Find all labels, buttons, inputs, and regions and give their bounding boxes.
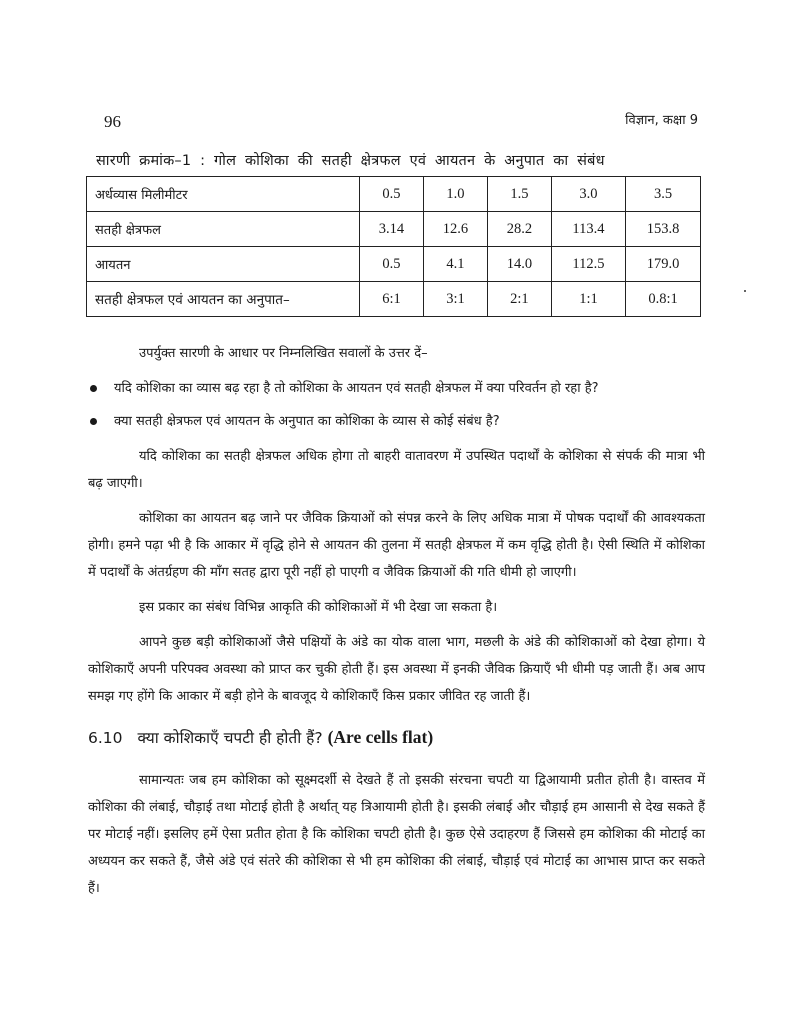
table-cell: 3.5 [626,177,701,212]
table-cell: 1.0 [423,177,487,212]
question-text: यदि कोशिका का व्यास बढ़ रहा है तो कोशिका के आयतन एवं सतही क्षेत्रफल में क्या परिवर्तन हो रहा है? [114,381,599,396]
table-cell: 1:1 [551,282,625,317]
row-label: सतही क्षेत्रफल [87,212,360,247]
table-cell: 14.0 [487,247,551,282]
row-label: आयतन [87,247,360,282]
table-row [87,177,701,212]
body-text [88,340,705,910]
list-item [88,375,705,402]
table-cell: 0.8:1 [626,282,701,317]
table-cell: 3.14 [360,212,424,247]
table-cell: 153.8 [626,212,701,247]
table-cell: 12.6 [423,212,487,247]
table-cell: 28.2 [487,212,551,247]
page-number: 96 [104,112,121,131]
table-cell: 179.0 [626,247,701,282]
table-row [87,282,701,317]
row-label: अर्धव्यास मिलीमीटर [87,177,360,212]
running-head: विज्ञान, कक्षा 9 [625,113,698,128]
bullet-icon [90,418,97,425]
list-item [88,408,705,435]
table-cell: 112.5 [551,247,625,282]
table-cell: 3:1 [423,282,487,317]
section-heading [88,726,705,749]
paragraph: यदि कोशिका का सतही क्षेत्रफल अधिक होगा तो बाहरी वातावरण में उपस्थित पदार्थों के कोशिका से संपर्क की मात्रा भी बढ़ जाएगी। [88,449,705,491]
table-cell: 2:1 [487,282,551,317]
table-row [87,247,701,282]
question-list [88,375,705,435]
paragraph: इस प्रकार का संबंध विभिन्न आकृति की कोशिकाओं में भी देखा जा सकता है। [139,600,498,615]
paragraph: कोशिका का आयतन बढ़ जाने पर जैविक क्रियाओं को संपन्न करने के लिए अधिक मात्रा में पोषक पदार्थों की आवश्यकता होगी। हमने पढ़ा भी है कि आकार में वृद्धि होने से आयतन की तुलना में सतही क्षेत्रफल में कम वृद्धि होती है। ऐसी स्थिति में कोशिका में पदार्थों के अंतर्ग्रहण की माँग सतह द्वारा पूरी नहीं हो पाएगी व जैविक क्रियाओं की गति धीमी हो जाएगी। [88,511,705,580]
table-cell: 4.1 [423,247,487,282]
section-title-english: (Are cells flat) [327,727,434,747]
paragraph: आपने कुछ बड़ी कोशिकाओं जैसे पक्षियों के अंडे का योक वाला भाग, मछली के अंडे की कोशिकाओं को देखा होगा। ये कोशिकाएँ अपनी परिपक्व अवस्था को प्राप्त कर चुकी होती हैं। इस अवस्था में इनकी जैविक क्रियाएँ भी धीमी पड़ जाती हैं। अब आप समझ गए होंगे कि आकार में बड़ी होने के बावजूद ये कोशिकाएँ किस प्रकार जीवित रह जाती हैं। [88,635,705,704]
row-label: सतही क्षेत्रफल एवं आयतन का अनुपात– [87,282,360,317]
question-text: क्या सतही क्षेत्रफल एवं आयतन के अनुपात का कोशिका के व्यास से कोई संबंध है? [114,414,500,429]
table-cell: 1.5 [487,177,551,212]
bullet-icon [90,385,97,392]
table-caption: सारणी क्रमांक–1 : गोल कोशिका की सतही क्षेत्रफल एवं आयतन के अनुपात का संबंध [96,153,605,169]
stray-dot-mark [744,290,746,292]
table-cell: 0.5 [360,177,424,212]
section-paragraph: सामान्यतः जब हम कोशिका को सूक्ष्मदर्शी से देखते हैं तो इसकी संरचना चपटी या द्विआयामी प्रतीत होती है। वास्तव में कोशिका की लंबाई, चौड़ाई तथा मोटाई होती है अर्थात् यह त्रिआयामी होती है। इसकी लंबाई और चौड़ाई हम आसानी से देख सकते हैं पर मोटाई नहीं। इसलिए हमें ऐसा प्रतीत होता है कि कोशिका चपटी होती है। कुछ ऐसे उदाहरण हैं जिससे हम कोशिका की मोटाई का अध्ययन कर सकते हैं, जैसे अंडे एवं संतरे की कोशिका से भी हम कोशिका की लंबाई, चौड़ाई एवं मोटाई का आभास प्राप्त कर सकते हैं। [88,773,705,896]
section-number: 6.10 [88,729,123,747]
table-cell: 6:1 [360,282,424,317]
intro-paragraph: उपर्युक्त सारणी के आधार पर निम्नलिखित सवालों के उत्तर दें– [139,346,428,361]
table-cell: 0.5 [360,247,424,282]
section-title-hindi: क्या कोशिकाएँ चपटी ही होती हैं? [137,729,323,747]
ratio-table [86,176,701,317]
table-row [87,212,701,247]
table-cell: 3.0 [551,177,625,212]
table-cell: 113.4 [551,212,625,247]
